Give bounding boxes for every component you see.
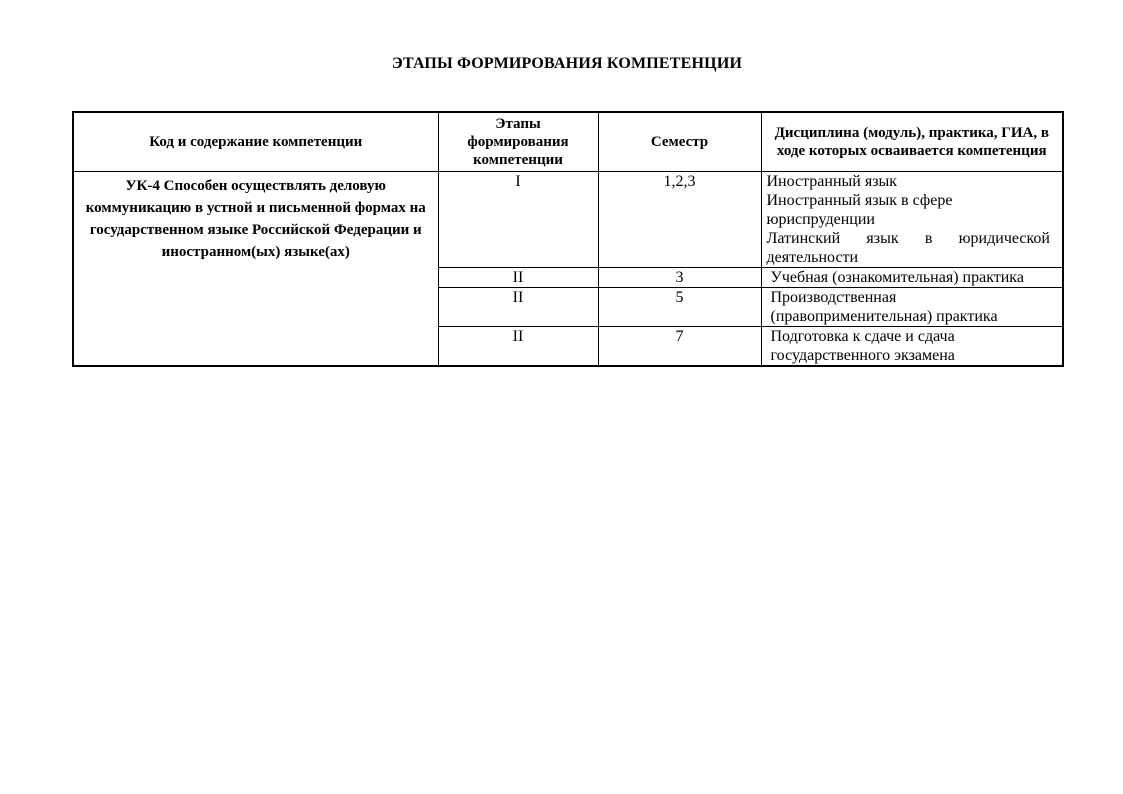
disciplines-cell	[761, 288, 1063, 327]
discipline-item: Учебная (ознакомительная) практика	[770, 269, 1024, 286]
semester-cell: 7	[598, 327, 761, 367]
discipline-item: Иностранный язык в сфере юриспруденции	[766, 192, 953, 228]
column-header-semester: Семестр	[598, 112, 761, 172]
column-header-competency: Код и содержание компетенции	[73, 112, 438, 172]
table-header-row	[73, 112, 1063, 172]
disciplines-cell	[761, 327, 1063, 367]
stage-cell: I	[438, 172, 598, 268]
semester-cell: 5	[598, 288, 761, 327]
discipline-item: Латинский язык в юридической деятельности	[766, 230, 1050, 266]
discipline-item: Производственная (правоприменительная) практика	[770, 289, 998, 325]
stage-cell: II	[438, 327, 598, 367]
disciplines-cell	[761, 268, 1063, 288]
stage-cell: II	[438, 268, 598, 288]
page-title: ЭТАПЫ ФОРМИРОВАНИЯ КОМПЕТЕНЦИИ	[391, 55, 743, 72]
competency-cell: УК-4 Способен осуществлять деловую коммуникацию в устной и письменной формах на государственном языке Российской Федерации и иностранном(ых) языке(ах)	[73, 172, 438, 367]
competency-stages-table	[72, 111, 1064, 367]
column-header-stages: Этапы формирования компетенции	[438, 112, 598, 172]
stage-cell: II	[438, 288, 598, 327]
discipline-item: Иностранный язык	[766, 173, 898, 190]
column-header-discipline: Дисциплина (модуль), практика, ГИА, в ходе которых осваивается компетенция	[761, 112, 1063, 172]
semester-cell: 1,2,3	[598, 172, 761, 268]
disciplines-cell	[761, 172, 1063, 268]
semester-cell: 3	[598, 268, 761, 288]
discipline-item: Подготовка к сдаче и сдача государственного экзамена	[770, 328, 955, 364]
table-row-stage-1	[73, 172, 1063, 268]
